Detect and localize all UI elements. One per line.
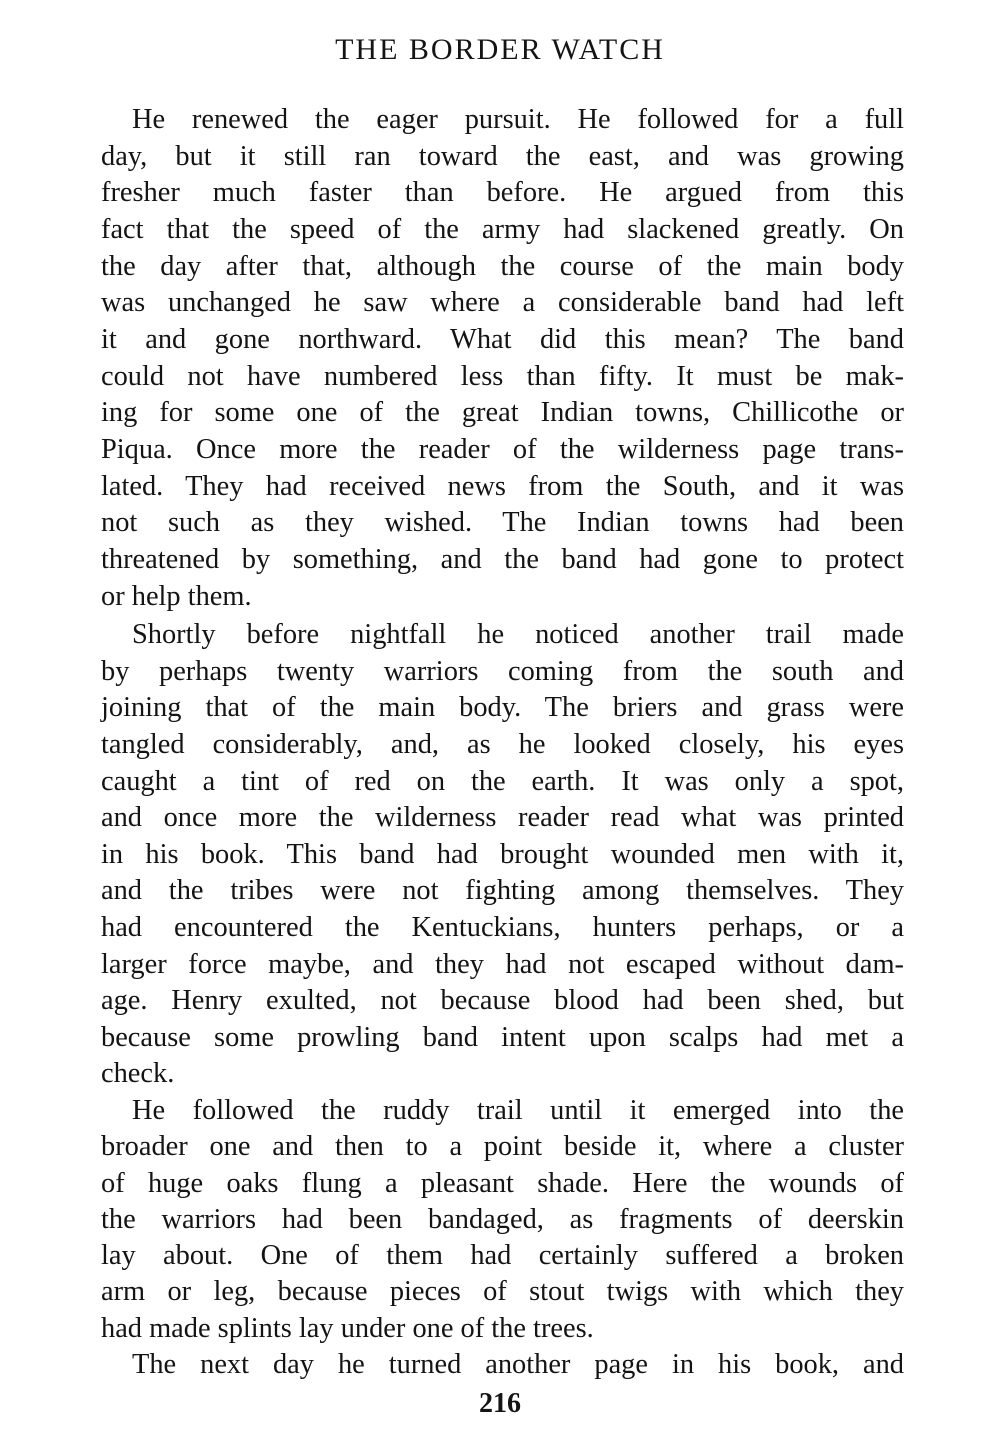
text-line: larger force maybe, and they had not escaped without dam- — [101, 949, 904, 980]
text-line: check. — [101, 1058, 175, 1089]
text-line: or help them. — [101, 581, 252, 612]
text-line: He followed the ruddy trail until it emerged into the — [132, 1095, 904, 1126]
text-line: broader one and then to a point beside it, where a cluster — [101, 1131, 904, 1162]
text-line: in his book. This band had brought wounded men with it, — [101, 839, 904, 870]
text-line: Shortly before nightfall he noticed another trail made — [132, 619, 904, 650]
text-line: had encountered the Kentuckians, hunters perhaps, or a — [101, 912, 904, 943]
text-line: day, but it still ran toward the east, and was growing — [101, 141, 904, 172]
text-line: The next day he turned another page in his book, and — [132, 1349, 904, 1380]
text-line: the day after that, although the course of the main body — [101, 251, 904, 282]
text-line: He renewed the eager pursuit. He followed for a full — [132, 104, 904, 135]
text-line: could not have numbered less than fifty. It must be mak- — [101, 361, 904, 392]
page-number: 216 — [479, 1388, 521, 1419]
running-head: THE BORDER WATCH — [335, 33, 665, 66]
text-line: was unchanged he saw where a considerable band had left — [101, 287, 904, 318]
text-line: ing for some one of the great Indian towns, Chillicothe or — [101, 397, 904, 428]
text-line: Piqua. Once more the reader of the wilderness page trans- — [101, 434, 904, 465]
text-line: and once more the wilderness reader read what was printed — [101, 802, 904, 833]
text-line: fresher much faster than before. He argued from this — [101, 177, 904, 208]
text-line: joining that of the main body. The briers and grass were — [101, 692, 904, 723]
text-line: by perhaps twenty warriors coming from the south and — [101, 656, 904, 687]
text-line: of huge oaks flung a pleasant shade. Here the wounds of — [101, 1168, 904, 1199]
text-line: it and gone northward. What did this mean? The band — [101, 324, 904, 355]
text-line: lated. They had received news from the South, and it was — [101, 471, 904, 502]
text-line: fact that the speed of the army had slackened greatly. On — [101, 214, 904, 245]
text-line: arm or leg, because pieces of stout twigs with which they — [101, 1276, 904, 1307]
text-line: threatened by something, and the band had gone to protect — [101, 544, 904, 575]
text-line: lay about. One of them had certainly suffered a broken — [101, 1240, 904, 1271]
text-line: tangled considerably, and, as he looked closely, his eyes — [101, 729, 904, 760]
text-line: not such as they wished. The Indian towns had been — [101, 507, 904, 538]
text-line: caught a tint of red on the earth. It was only a spot, — [101, 766, 904, 797]
text-line: had made splints lay under one of the trees. — [101, 1313, 594, 1344]
text-line: and the tribes were not fighting among themselves. They — [101, 875, 904, 906]
text-line: because some prowling band intent upon scalps had met a — [101, 1022, 904, 1053]
text-line: age. Henry exulted, not because blood had been shed, but — [101, 985, 904, 1016]
text-line: the warriors had been bandaged, as fragments of deerskin — [101, 1204, 904, 1235]
